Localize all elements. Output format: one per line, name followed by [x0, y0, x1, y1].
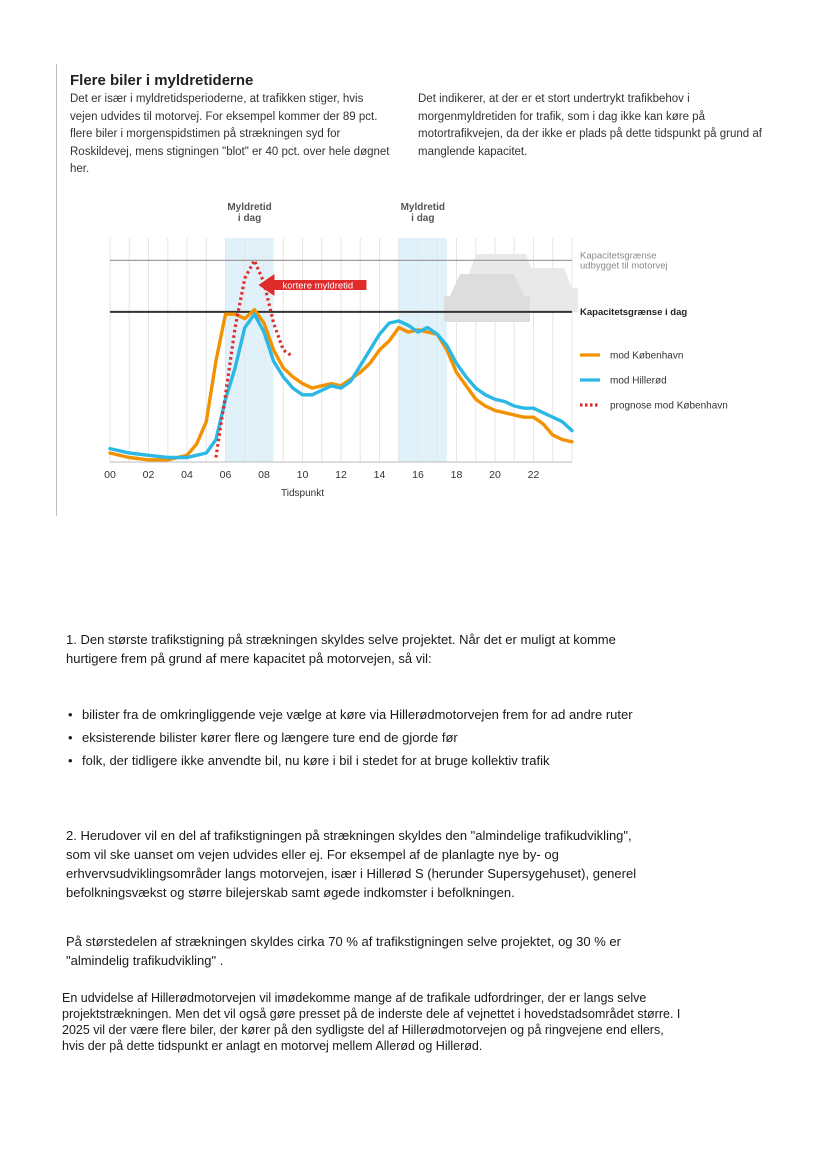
capacity-label: Kapacitetsgrænse i dag: [580, 306, 688, 318]
x-tick-label: 12: [335, 469, 347, 481]
x-tick-label: 00: [104, 469, 116, 481]
rush-label: i dag: [411, 213, 435, 224]
legend-label: mod Hillerød: [610, 375, 667, 387]
legend-label: prognose mod København: [610, 400, 728, 412]
x-tick-label: 06: [219, 469, 232, 481]
paragraph-1: 1. Den største trafikstigning på strækningen skyldes selve projektet. Når det er muligt at komme hurtigere frem på grund af mere kapacitet på motorvejen, så vil:: [66, 632, 616, 666]
rush-label: Myldretid: [400, 202, 446, 213]
legend-label: mod København: [610, 350, 684, 362]
rush-band: [226, 238, 274, 462]
bullet-item: • bilister fra de omkringliggende veje vælge at køre via Hillerødmotorvejen frem for ad andre ruter: [66, 704, 666, 725]
rush-band: [399, 238, 447, 462]
bullet-list: [66, 704, 666, 773]
rush-label: i dag: [237, 213, 262, 224]
x-tick-label: 10: [296, 469, 309, 481]
x-axis-title: Tidspunkt: [281, 488, 324, 499]
paragraph-3: På størstedelen af strækningen skyldes cirka 70 % af trafikstigningen selve projektet, og 30 % er "almindelig trafikudvikling" .: [66, 934, 621, 968]
paragraph-2: 2. Herudover vil en del af trafikstigningen på strækningen skyldes den "almindelige trafikudvikling", som vil ske uanset om vejen udvides eller ej. For eksempel af de planlagte nye by- og erhvervsudviklingsområder langs motorvejen, især i Hillerød S (herunder Supersygehuset), generel befolkningsvækst og større bilejerskab samt øgede indkomster i befolkningen.: [66, 828, 637, 900]
x-tick-label: 16: [412, 469, 424, 481]
x-tick-label: 08: [258, 469, 270, 481]
intro-column-right: Det indikerer, at der er et stort undertrykt trafikbehov i morgenmyldretiden for trafik, som i dag ikke kan køre på motortrafikvejen, da der ikke er plads på dette tidspunkt på grund af manglende kapacitet.: [418, 93, 762, 158]
x-tick-label: 02: [142, 469, 155, 481]
rush-label: Myldretid: [227, 202, 272, 213]
x-tick-label: 04: [181, 469, 193, 481]
margin-rule: [56, 64, 57, 516]
traffic-chart: [100, 196, 760, 506]
capacity-label: udbygget til motorvej: [580, 260, 668, 272]
x-tick-label: 20: [489, 469, 501, 481]
section-title: Flere biler i myldretiderne: [70, 72, 254, 89]
x-tick-label: 18: [450, 469, 463, 481]
car-shape: [444, 274, 530, 322]
bullet-item: • eksisterende bilister kører flere og længere ture end de gjorde før: [66, 727, 666, 748]
x-tick-label: 22: [527, 469, 540, 481]
paragraph-4: En udvidelse af Hillerødmotorvejen vil imødekomme mange af de trafikale udfordringer, der er langs selve projektstrækningen. Men det vil også gøre presset på de inderste dele af vejnettet i hovedstadsområdet større. I 2025 vil der være flere biler, der kører på den sydligste del af Hillerødmotorvejen og på ringvejene end ellers, hvis der på dette tidspunkt er anlagt en motorvej mellem Allerød og Hillerød.: [62, 991, 681, 1053]
bullet-item: • folk, der tidligere ikke anvendte bil, nu køre i bil i stedet for at bruge kollektiv trafik: [66, 750, 666, 771]
annotation-label: kortere myldretid: [282, 280, 354, 292]
intro-column-left: Det er især i myldretidsperioderne, at trafikken stiger, hvis vejen udvides til motorvej. For eksempel kommer der 89 pct. flere biler i morgenspidstimen på strækningen syd for Roskildevej, mens stigningen "blot" er 40 pct. over hele døgnet her.: [70, 93, 390, 175]
x-tick-label: 14: [373, 469, 386, 481]
capacity-label: Kapacitetsgrænse: [580, 250, 657, 262]
